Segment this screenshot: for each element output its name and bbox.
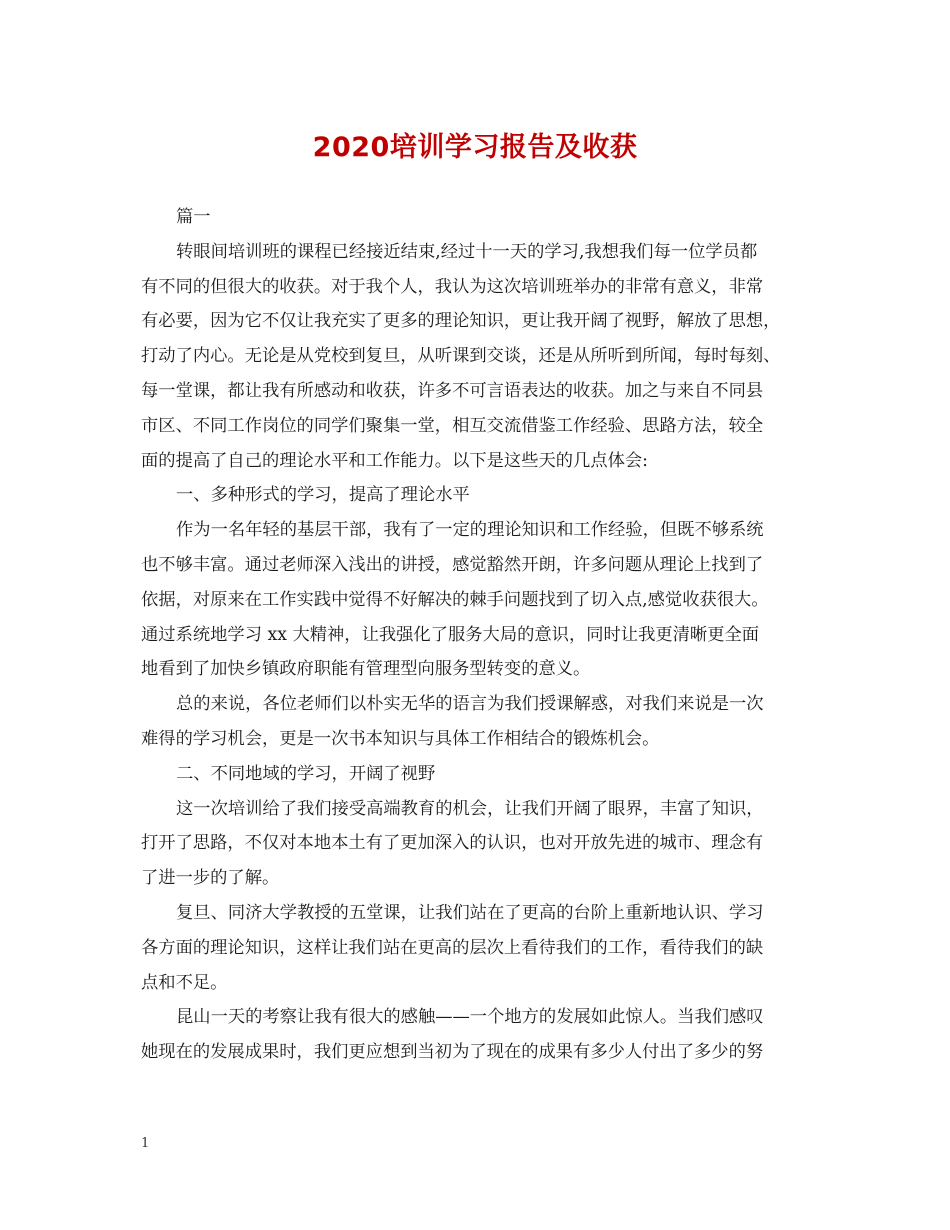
text-line: 有必要，因为它不仅让我充实了更多的理论知识，更让我开阔了视野，解放了思想， — [141, 311, 781, 332]
text-line: 有不同的但很大的收获。对于我个人，我认为这次培训班举办的非常有意义，非常 — [141, 276, 764, 297]
text-line: 地看到了加快乡镇政府职能有管理型向服务型转变的意义。 — [141, 659, 591, 680]
text-line: 难得的学习机会，更是一次书本知识与具体工作相结合的锻炼机会。 — [141, 728, 660, 749]
paragraph-kunshan — [141, 1000, 821, 1070]
text-line: 打开了思路，不仅对本地本土有了更加深入的认识，也对开放先进的城市、理念有 — [141, 833, 764, 854]
text-line: 了进一步的了解。 — [141, 868, 280, 889]
text-line: 二、不同地域的学习，开阔了视野 — [176, 763, 436, 784]
text-line: 作为一名年轻的基层干部，我有了一定的理论知识和工作经验，但既不够系统 — [176, 520, 764, 541]
section-heading-2 — [141, 757, 821, 792]
text-line: 也不够丰富。通过老师深入浅出的讲授，感觉豁然开朗，许多问题从理论上找到了 — [141, 554, 764, 575]
document-title: 2020培训学习报告及收获 — [312, 132, 638, 163]
text-line: 面的提高了自己的理论水平和工作能力。以下是这些天的几点体会: — [141, 450, 648, 471]
text-line: 打动了内心。无论是从党校到复旦，从听课到交谈，还是从所听到所闻，每时每刻、 — [141, 346, 781, 367]
text-line: 各方面的理论知识，这样让我们站在更高的层次上看待我们的工作，看待我们的缺 — [141, 937, 764, 958]
text-line: 转眼间培训班的课程已经接近结束,经过十一天的学习,我想我们每一位学员都 — [176, 241, 758, 262]
section-heading-1 — [141, 478, 821, 513]
text-line: 这一次培训给了我们接受高端教育的机会，让我们开阔了眼界，丰富了知识， — [176, 798, 764, 819]
paragraph-heading-1 — [141, 200, 821, 235]
paragraph-summary — [141, 687, 821, 757]
text-line: 市区、不同工作岗位的同学们聚集一堂，相互交流借鉴工作经验、思路方法，较全 — [141, 415, 764, 436]
text-line: 点和不足。 — [141, 972, 228, 993]
paragraph-theory — [141, 513, 821, 687]
text-line: 一、多种形式的学习，提高了理论水平 — [176, 485, 470, 506]
paragraph-intro — [141, 235, 821, 479]
text-line: 每一堂课，都让我有所感动和收获，许多不可言语表达的收获。加之与来自不同县 — [141, 380, 764, 401]
paragraph-lectures — [141, 896, 821, 1000]
page-number: 1 — [141, 1136, 150, 1151]
text-line: 篇一 — [176, 207, 211, 227]
text-line: 复旦、同济大学教授的五堂课，让我们站在了更高的台阶上重新地认识、学习 — [176, 902, 764, 923]
text-line: 她现在的发展成果时，我们更应想到当初为了现在的成果有多少人付出了多少的努 — [141, 1042, 764, 1063]
text-line: 昆山一天的考察让我有很大的感触——一个地方的发展如此惊人。当我们感叹 — [176, 1007, 764, 1028]
paragraph-horizon — [141, 792, 821, 896]
text-line: 通过系统地学习 xx 大精神，让我强化了服务大局的意识，同时让我更清晰更全面 — [141, 624, 760, 645]
text-line: 总的来说，各位老师们以朴实无华的语言为我们授课解惑，对我们来说是一次 — [176, 694, 764, 715]
document-body — [141, 200, 821, 1070]
text-line: 依据，对原来在工作实践中觉得不好解决的棘手问题找到了切入点,感觉收获很大。 — [141, 589, 769, 610]
